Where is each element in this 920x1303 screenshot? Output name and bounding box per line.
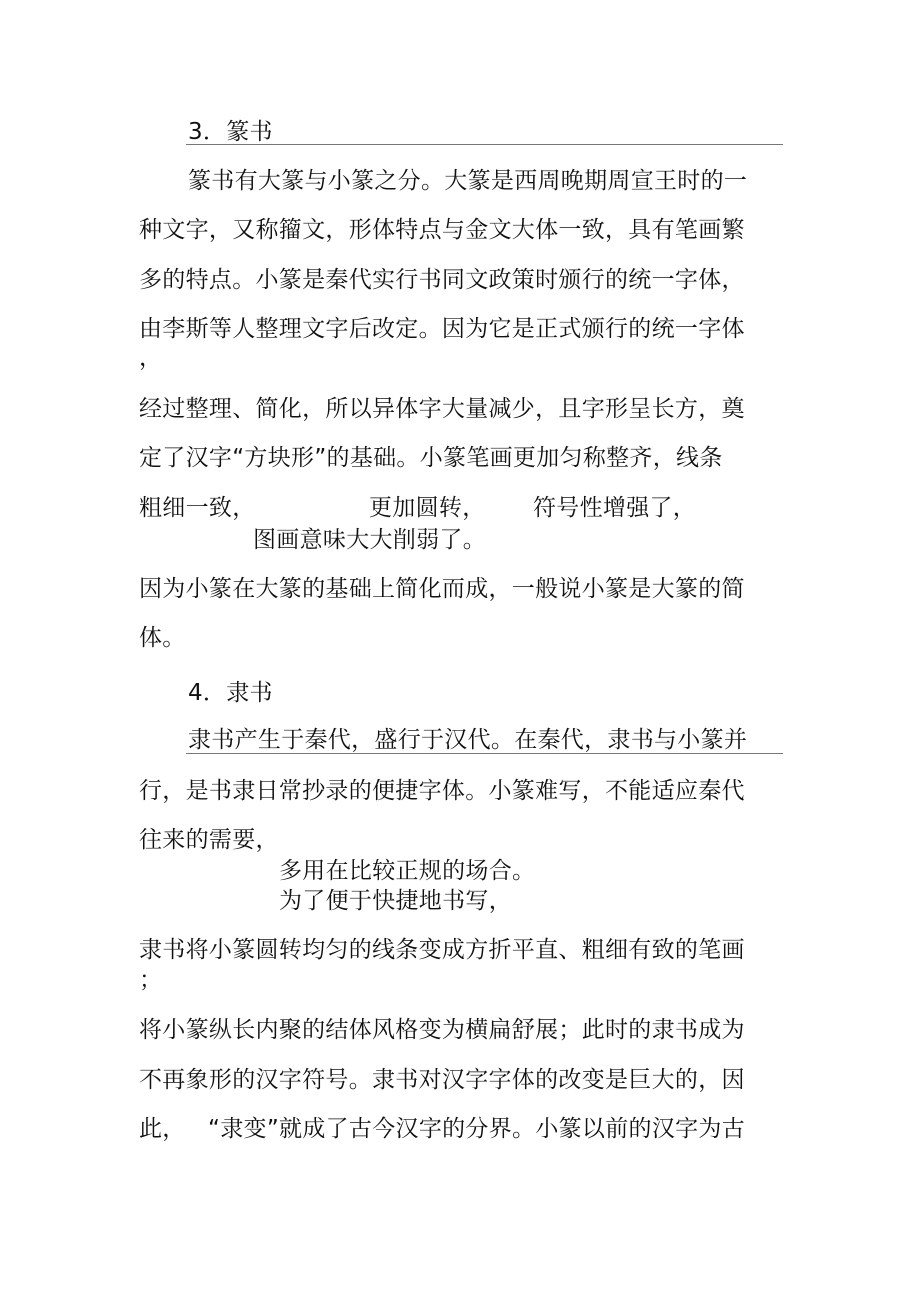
paragraph-line: 将小篆纵长内聚的结体风格变为横扁舒展；此时的隶书成为 bbox=[139, 1017, 745, 1043]
paragraph-line: “隶变”就成了古今汉字的分界。小篆以前的汉字为古 bbox=[208, 1116, 746, 1142]
paragraph-line: 因为小篆在大篆的基础上简化而成，一般说小篆是大篆的简 bbox=[139, 576, 745, 602]
paragraph-line: 多的特点。小篆是秦代实行书同文政策时颁行的统一字体， bbox=[139, 267, 745, 293]
paragraph-line: ； bbox=[139, 967, 163, 993]
paragraph-line: ， bbox=[139, 345, 163, 371]
paragraph-line: 隶书产生于秦代，盛行于汉代。在秦代，隶书与小篆并 bbox=[188, 727, 748, 753]
paragraph-line: 定了汉字“方块形”的基础。小篆笔画更加匀称整齐，线条 bbox=[139, 445, 723, 471]
paragraph-line: 符号性增强了， bbox=[533, 495, 697, 521]
paragraph-line: 隶书将小篆圆转均匀的线条变成方折平直、粗细有致的笔画 bbox=[139, 937, 745, 963]
paragraph-line: 为了便于快捷地书写， bbox=[279, 888, 512, 914]
paragraph-line: 体。 bbox=[139, 625, 186, 651]
paragraph-line: 行，是书隶日常抄录的便捷字体。小篆难写，不能适应秦代 bbox=[139, 778, 745, 804]
paragraph-line: 经过整理、简化，所以异体字大量减少，且字形呈长方，奠 bbox=[139, 396, 745, 422]
paragraph-line: 粗细一致， bbox=[139, 495, 256, 521]
line-underline bbox=[186, 753, 783, 754]
paragraph-line: 图画意味大大削弱了。 bbox=[253, 527, 486, 553]
paragraph-line: 此， bbox=[139, 1116, 186, 1142]
paragraph-line: 不再象形的汉字符号。隶书对汉字字体的改变是巨大的，因 bbox=[139, 1067, 745, 1093]
paragraph-line: 篆书有大篆与小篆之分。大篆是西周晚期周宣王时的一 bbox=[188, 168, 748, 194]
heading-underline bbox=[186, 144, 783, 145]
section-heading-clerical-script: 4．隶书 bbox=[188, 680, 273, 706]
paragraph-line: 往来的需要， bbox=[139, 827, 279, 853]
paragraph-line: 多用在比较正规的场合。 bbox=[279, 858, 536, 884]
paragraph-line: 由李斯等人整理文字后改定。因为它是正式颁行的统一字体 bbox=[139, 316, 745, 342]
paragraph-line: 种文字，又称籀文，形体特点与金文大体一致，具有笔画繁 bbox=[139, 217, 745, 243]
paragraph-line: 更加圆转， bbox=[369, 495, 486, 521]
section-heading-seal-script: 3．篆书 bbox=[188, 119, 273, 145]
